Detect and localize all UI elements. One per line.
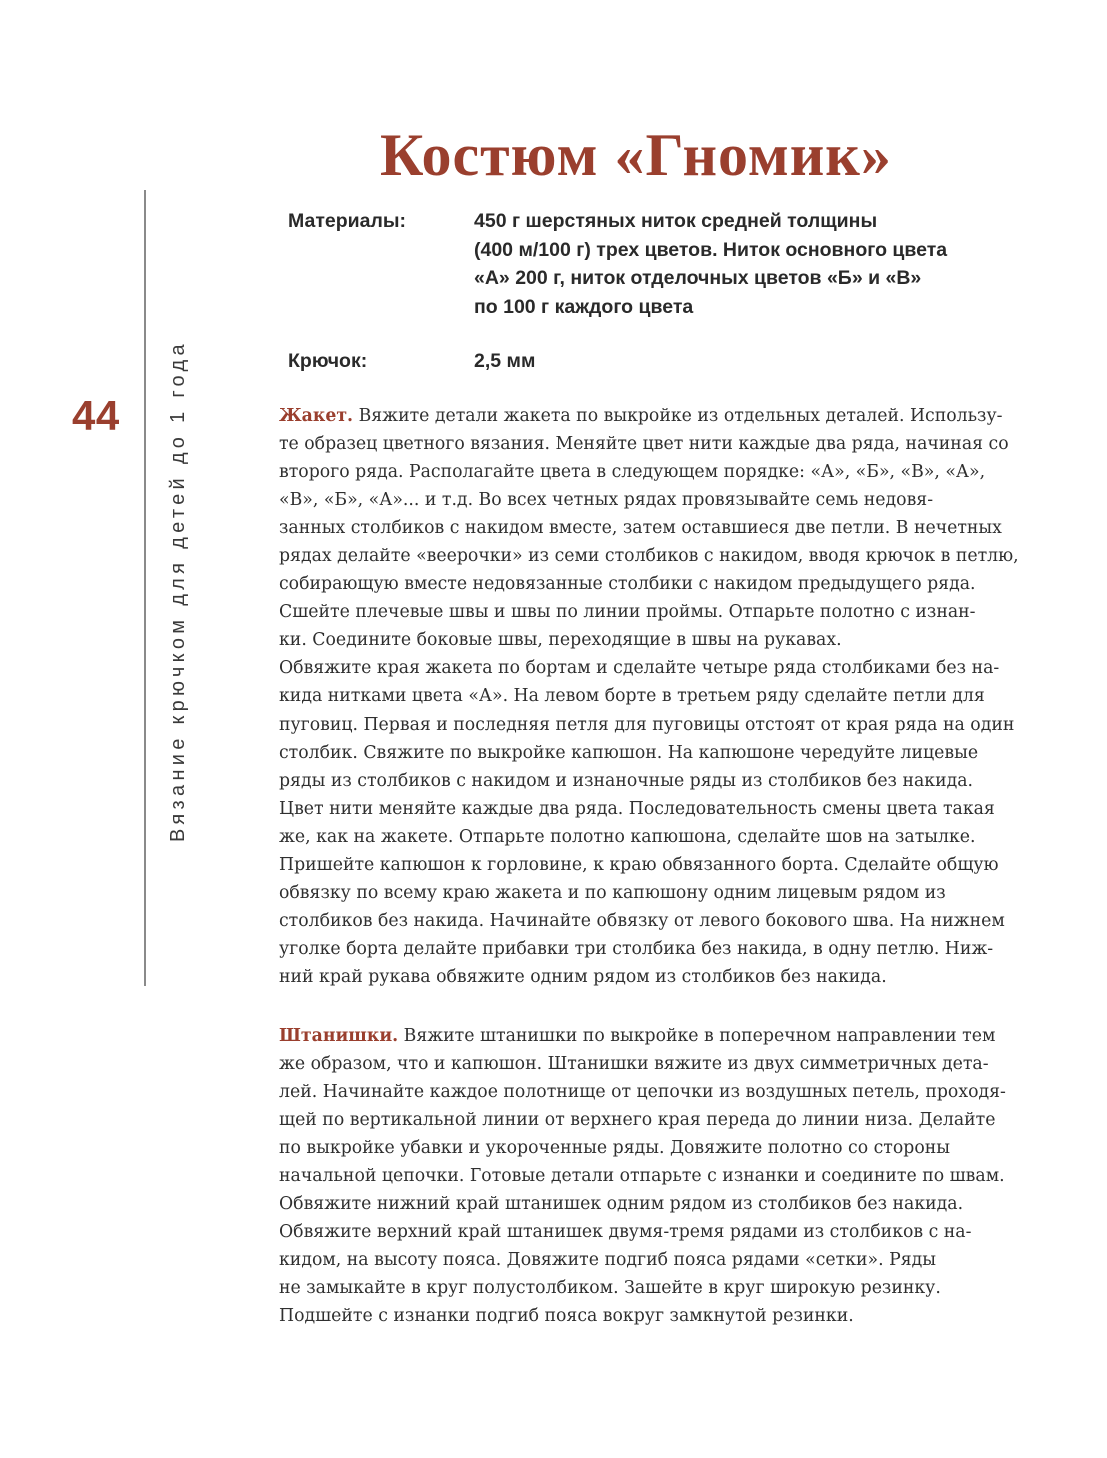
section-line: занных столбиков с накидом вместе, затем оставшиеся две петли. В нечетных bbox=[279, 518, 1002, 539]
section-line: же образом, что и капюшон. Штанишки вяжите из двух симметричных дета- bbox=[279, 1054, 989, 1075]
section-line: не замыкайте в круг полустолбиком. Зашейте в круг широкую резинку. bbox=[279, 1278, 941, 1299]
section-line: Сшейте плечевые швы и швы по линии проймы. Отпарьте полотно с изнан- bbox=[279, 602, 976, 623]
section-line: же, как на жакете. Отпарьте полотно капюшона, сделайте шов на затылке. bbox=[279, 826, 976, 847]
section-line: «В», «Б», «А»... и т.д. Во всех четных рядах провязывайте семь недовя- bbox=[279, 490, 934, 511]
section-line: щей по вертикальной линии от верхнего края переда до линии низа. Делайте bbox=[279, 1110, 996, 1131]
section-line bbox=[279, 402, 1024, 430]
section-text: Вяжите штанишки по выкройке в поперечном направлении тем bbox=[398, 1026, 996, 1046]
section-line: ки. Соедините боковые швы, переходящие в швы на рукавах. bbox=[279, 630, 842, 651]
section-line: Подшейте с изнанки подгиб пояса вокруг замкнутой резинки. bbox=[279, 1306, 854, 1327]
materials-line: по 100 г каждого цвета bbox=[474, 295, 694, 318]
section-line: столбик. Свяжите по выкройке капюшон. На капюшоне чередуйте лицевые bbox=[279, 742, 979, 763]
section-line: Обвяжите края жакета по бортам и сделайте четыре ряда столбиками без на- bbox=[279, 658, 1000, 679]
hook-label: Крючок: bbox=[288, 350, 368, 372]
section-line: ний край рукава обвяжите одним рядом из столбиков без накида. bbox=[279, 966, 887, 987]
page-title: Костюм «Гномик» bbox=[380, 122, 892, 188]
section-line: начальной цепочки. Готовые детали отпарьте с изнанки и соедините по швам. bbox=[279, 1166, 1005, 1187]
section-line: обвязку по всему краю жакета и по капюшону одним лицевым рядом из bbox=[279, 882, 946, 903]
margin-rule bbox=[144, 190, 146, 986]
section-pants bbox=[279, 1022, 1024, 1331]
section-heading: Штанишки. bbox=[279, 1026, 399, 1046]
section-line: кида нитками цвета «А». На левом борте в третьем ряду сделайте петли для bbox=[279, 686, 985, 707]
section-line: собирающую вместе недовязанные столбики с накидом предыдущего ряда. bbox=[279, 574, 976, 595]
section-line bbox=[279, 1022, 1024, 1050]
section-line: второго ряда. Располагайте цвета в следующем порядке: «А», «Б», «В», «А», bbox=[279, 462, 986, 483]
materials-value bbox=[474, 207, 1034, 321]
section-line: столбиков без накида. Начинайте обвязку от левого бокового шва. На нижнем bbox=[279, 910, 1005, 931]
section-line: кидом, на высоту пояса. Довяжите подгиб пояса рядами «сетки». Ряды bbox=[279, 1250, 936, 1271]
materials-line: «А» 200 г, ниток отделочных цветов «Б» и «В» bbox=[474, 267, 922, 289]
page-number: 44 bbox=[72, 392, 120, 439]
running-title: Вязание крючком для детей до 1 года bbox=[167, 340, 189, 842]
section-line: рядах делайте «веерочки» из семи столбиков с накидом, вводя крючок в петлю, bbox=[279, 546, 1019, 567]
hook-value: 2,5 мм bbox=[474, 350, 536, 372]
materials-line: (400 м/100 г) трех цветов. Ниток основного цвета bbox=[474, 238, 948, 261]
section-line: Пришейте капюшон к горловине, к краю обвязанного борта. Сделайте общую bbox=[279, 854, 999, 875]
materials-line: 450 г шерстяных ниток средней толщины bbox=[474, 210, 878, 232]
materials-label: Материалы: bbox=[288, 210, 406, 232]
section-line: ряды из столбиков с накидом и изнаночные ряды из столбиков без накида. bbox=[279, 770, 974, 791]
section-jacket bbox=[279, 402, 1024, 991]
section-line: Цвет нити меняйте каждые два ряда. Последовательность смены цвета такая bbox=[279, 798, 995, 819]
section-heading: Жакет. bbox=[279, 406, 354, 426]
section-line: по выкройке убавки и укороченные ряды. Довяжите полотно со стороны bbox=[279, 1138, 950, 1159]
section-line: те образец цветного вязания. Меняйте цвет нити каждые два ряда, начиная со bbox=[279, 434, 1009, 455]
section-line: Обвяжите нижний край штанишек одним рядом из столбиков без накида. bbox=[279, 1194, 964, 1215]
section-line: лей. Начинайте каждое полотнище от цепочки из воздушных петель, проходя- bbox=[279, 1082, 1006, 1103]
section-text: Вяжите детали жакета по выкройке из отдельных деталей. Использу- bbox=[353, 406, 1003, 426]
section-line: Обвяжите верхний край штанишек двумя-тремя рядами из столбиков с на- bbox=[279, 1222, 972, 1243]
section-line: пуговиц. Первая и последняя петля для пуговицы отстоят от края ряда на один bbox=[279, 714, 1015, 735]
section-line: уголке борта делайте прибавки три столбика без накида, в одну петлю. Ниж- bbox=[279, 938, 994, 959]
